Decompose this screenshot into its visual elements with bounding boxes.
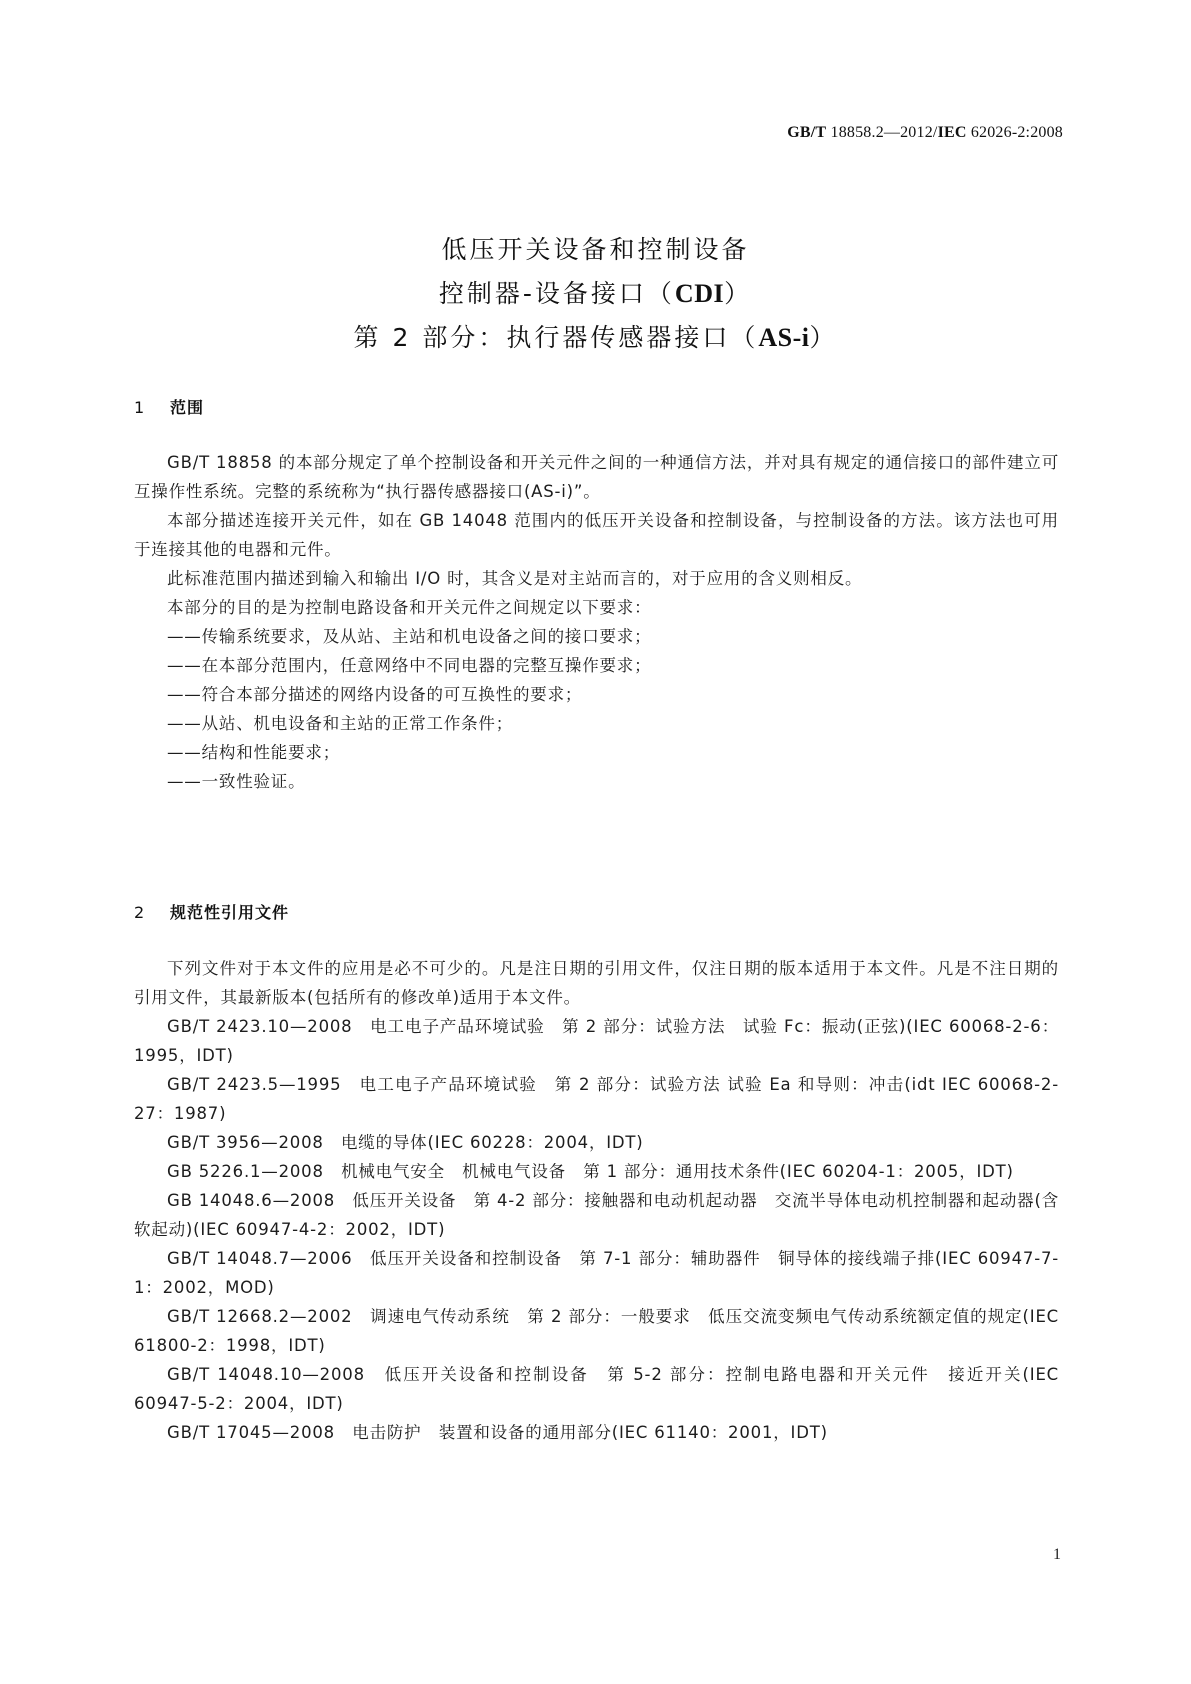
- requirement-item: ——传输系统要求，及从站、主站和机电设备之间的接口要求；: [167, 627, 652, 646]
- title-line-2-end: ）: [724, 279, 753, 308]
- reference-item: GB/T 14048.10—2008 低压开关设备和控制设备 第 5-2 部分：控制电路电器和开关元件 接近开关(IEC 60947-5-2：2004，IDT): [134, 1365, 1059, 1413]
- std-prefix: GB/T: [787, 124, 827, 141]
- section-1-heading: [134, 395, 204, 418]
- title-line-2-cn: 控制器-设备接口（: [438, 279, 675, 308]
- section-2-title: 规范性引用文件: [170, 903, 290, 922]
- reference-item: GB/T 3956—2008 电缆的导体(IEC 60228：2004，IDT): [167, 1133, 644, 1152]
- section-2-number: 2: [134, 903, 146, 922]
- reference-item: GB 5226.1—2008 机械电气安全 机械电气设备 第 1 部分：通用技术条件(IEC 60204-1：2005，IDT): [167, 1162, 1014, 1181]
- requirement-item: ——一致性验证。: [167, 772, 306, 791]
- scope-paragraph-3: 此标准范围内描述到输入和输出 I/O 时，其含义是对主站而言的，对于应用的含义则相反。: [167, 569, 863, 588]
- scope-paragraph-1: GB/T 18858 的本部分规定了单个控制设备和开关元件之间的一种通信方法，并对具有规定的通信接口的部件建立可互操作性系统。完整的系统称为“执行器传感器接口(AS-i)”。: [134, 453, 1059, 501]
- section-2-heading: [134, 900, 289, 923]
- scope-paragraph-2: 本部分描述连接开关元件，如在 GB 14048 范围内的低压开关设备和控制设备，与控制设备的方法。该方法也可用于连接其他的电器和元件。: [134, 511, 1059, 559]
- requirement-item: ——结构和性能要求；: [167, 743, 340, 762]
- requirement-item: ——从站、机电设备和主站的正常工作条件；: [167, 714, 513, 733]
- section-2-body: [134, 954, 1059, 1447]
- normative-intro: 下列文件对于本文件的应用是必不可少的。凡是注日期的引用文件，仅注日期的版本适用于本文件。凡是不注日期的引用文件，其最新版本(包括所有的修改单)适用于本文件。: [134, 959, 1059, 1007]
- title-line-2: [0, 272, 1191, 316]
- section-1-title: 范围: [170, 398, 205, 417]
- title-line-3-cn: 第 2 部分：执行器传感器接口（: [353, 323, 759, 352]
- requirement-item: ——符合本部分描述的网络内设备的可互换性的要求；: [167, 685, 583, 704]
- reference-item: GB/T 2423.5—1995 电工电子产品环境试验 第 2 部分：试验方法 试验 Ea 和导则：冲击(idt IEC 60068-2-27：1987): [134, 1075, 1059, 1123]
- title-line-3-end: ）: [809, 323, 838, 352]
- title-line-3-latin: AS-i: [758, 323, 810, 352]
- title-line-2-latin: CDI: [674, 279, 725, 308]
- title-line-1: 低压开关设备和控制设备: [441, 235, 750, 264]
- reference-item: GB/T 14048.7—2006 低压开关设备和控制设备 第 7-1 部分：辅助器件 铜导体的接线端子排(IEC 60947-7-1：2002，MOD): [134, 1249, 1059, 1297]
- reference-item: GB 14048.6—2008 低压开关设备 第 4-2 部分：接触器和电动机起动器 交流半导体电动机控制器和起动器(含软起动)(IEC 60947-4-2：2002，IDT): [134, 1191, 1059, 1239]
- reference-item: GB/T 17045—2008 电击防护 装置和设备的通用部分(IEC 61140：2001，IDT): [167, 1423, 828, 1442]
- std-number: 18858.2—2012/: [826, 124, 938, 141]
- iec-prefix: IEC: [937, 124, 967, 141]
- iec-number: 62026-2:2008: [966, 124, 1063, 141]
- section-1-number: 1: [134, 398, 146, 417]
- document-title: [0, 228, 1191, 360]
- page-number: 1: [1053, 1546, 1061, 1563]
- reference-item: GB/T 2423.10—2008 电工电子产品环境试验 第 2 部分：试验方法 试验 Fc：振动(正弦)(IEC 60068-2-6：1995，IDT): [134, 1017, 1059, 1065]
- title-line-3: [0, 316, 1191, 360]
- scope-paragraph-4: 本部分的目的是为控制电路设备和开关元件之间规定以下要求：: [167, 598, 652, 617]
- reference-item: GB/T 12668.2—2002 调速电气传动系统 第 2 部分：一般要求 低压交流变频电气传动系统额定值的规定(IEC 61800-2：1998，IDT): [134, 1307, 1059, 1355]
- section-1-body: [134, 448, 1059, 796]
- standard-code-header: [787, 124, 1063, 142]
- requirement-item: ——在本部分范围内，任意网络中不同电器的完整互操作要求；: [167, 656, 652, 675]
